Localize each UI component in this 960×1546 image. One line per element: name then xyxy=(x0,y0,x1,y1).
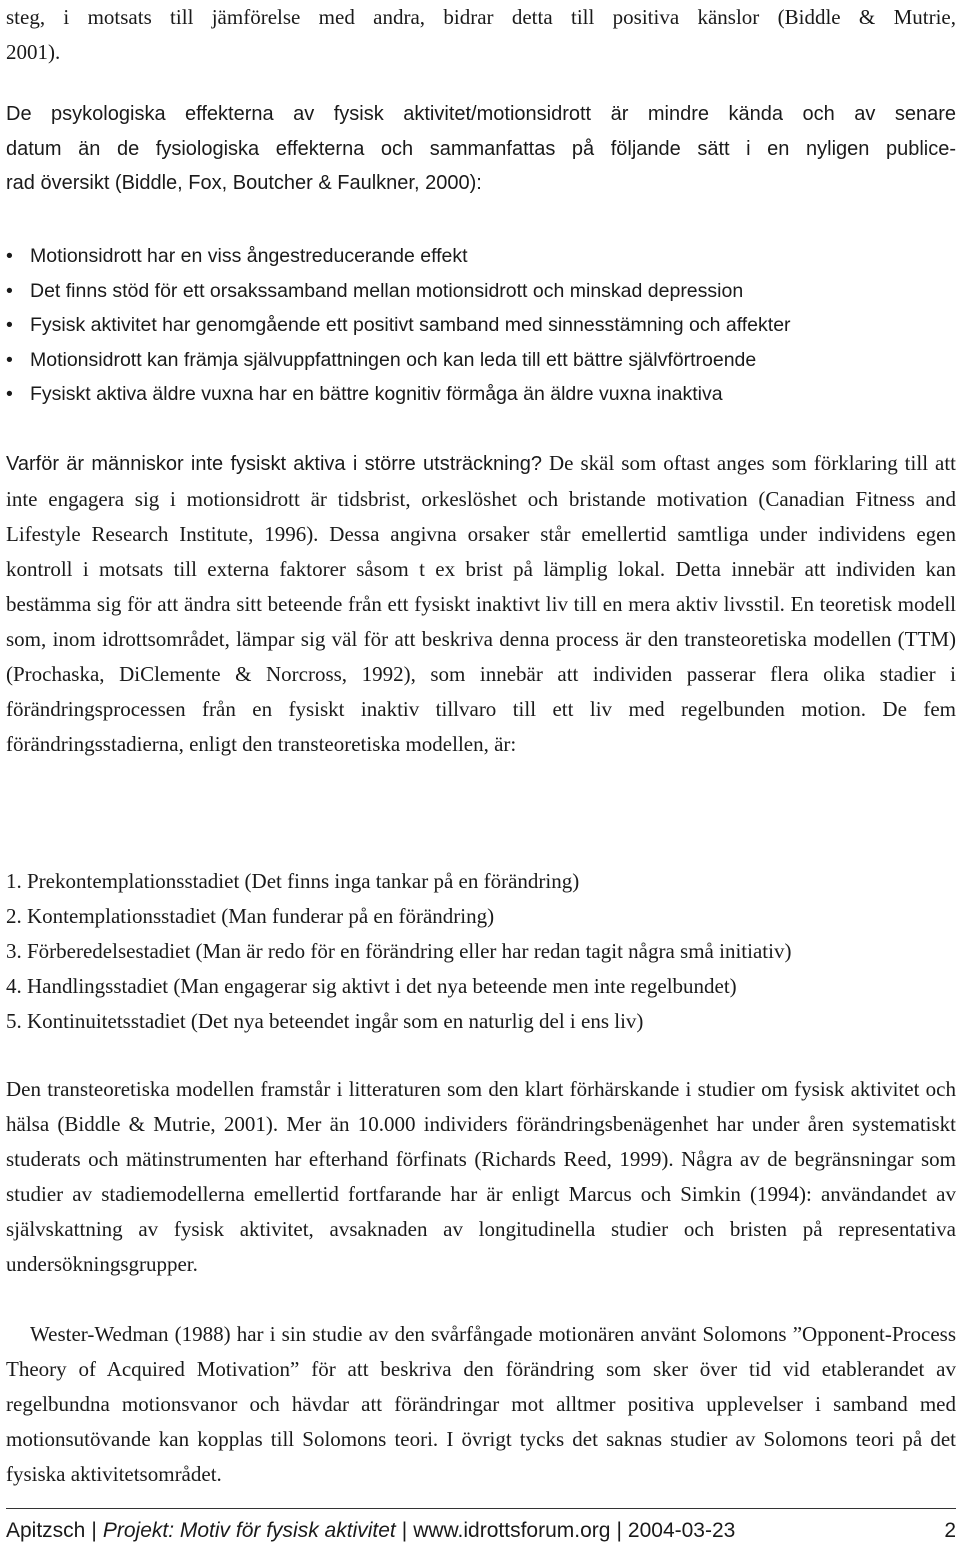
psych-line-2: datum än de fysiologiska effekterna och sammanfattas på följande sätt i en nyligen publice- xyxy=(6,137,956,160)
stage-item: 2. Kontemplationsstadiet (Man funderar på en förändring) xyxy=(6,904,495,928)
footer-date: 2004-03-23 xyxy=(627,1519,736,1542)
bullet-item: • Fysiskt aktiva äldre vuxna har en bättre kognitiv förmåga än äldre vuxna inaktiva xyxy=(6,377,956,412)
footer-author: Apitzsch xyxy=(6,1519,86,1542)
page-number: 2 xyxy=(944,1519,956,1542)
bullet-item: • Motionsidrott kan främja självuppfattningen och kan leda till ett bättre självförtroende xyxy=(6,343,956,378)
ttm-review-paragraph xyxy=(6,1072,956,1282)
footer-separator: | xyxy=(91,1519,97,1542)
document-page xyxy=(6,0,956,1544)
stage-item: 5. Kontinuitetsstadiet (Det nya beteendet ingår som en naturlig del i ens liv) xyxy=(6,1009,644,1033)
psychological-effects-paragraph xyxy=(6,97,956,201)
solomon-paragraph xyxy=(6,1317,956,1492)
psych-line-1: De psykologiska effekterna av fysisk aktivitet/motionsidrott är mindre kända och av senare xyxy=(6,103,956,125)
ttm-question-text: Varför är människor inte fysiskt aktiva i större utsträckning? xyxy=(6,453,542,475)
stages-list xyxy=(6,864,956,1039)
ttm-body-text: De skäl som oftast anges som förklaring till att inte engagera sig i motionsidrott är tidsbrist, orkeslöshet och bristande motivation (Canadian Fitness and Lifestyle Research Institute, 1996). Dessa angivna orsaker står emellertid samtliga under individens egen kontroll i motsats till externa faktorer såsom t ex brist på lämplig lokal. Detta innebär att individen kan bestämma sig för att ändra sitt beteende från ett fysiskt inaktivt liv till en mera aktiv livsstil. En teoretisk modell som, inom idrottsområdet, lämpar sig väl för att beskriva denna process är den transteoretiska modellen (TTM) (Prochaska, DiClemente & Norcross, 1992), som innebär att individen passerar flera olika stadier i förändringsprocessen från en fysiskt inaktiv tillvaro till ett liv med regelbunden motion. De fem förändringsstadierna, enligt den transteoretiska modellen, är: xyxy=(6,451,957,756)
intro-paragraph xyxy=(6,0,956,70)
stage-item: 4. Handlingsstadiet (Man engagerar sig aktivt i det nya beteende men inte regelbundet) xyxy=(6,974,737,998)
ttm-review-text: Den transteoretiska modellen framstår i litteraturen som den klart förhärskande i studier om fysisk aktivitet och hälsa (Biddle & Mutrie, 2001). Mer än 10.000 individers förändringsbenägenhet har under åren systematiskt studerats och mätinstrumenten har efterhand förfinats (Richards Reed, 1999). Några av de begränsningar som studier av stadiemodellerna emellertid fortfarande har är enligt Marcus och Simkin (1994): användandet av självskattning av fysisk aktivitet, avsaknaden av longitudinella studier och bristen på representativa undersökningsgrupper. xyxy=(6,1077,956,1276)
solomon-text: Wester-Wedman (1988) har i sin studie av den svårfångade motionären använt Solomons ”Opponent-Process Theory of Acquired Motivation” för att beskriva den förändring som sker över tid vid etablerandet av regelbundna motionsvanor och hävdar att förändringar mot alltmer positiva upplevelser i samband med motionsutövande kan kopplas till Solomons teori. I övrigt tycks det saknas studier av Solomons teori på det fysiska aktivitetsområdet. xyxy=(6,1322,956,1486)
intro-line-2: 2001). xyxy=(6,40,61,64)
ttm-intro-paragraph xyxy=(6,446,956,762)
footer-site-link[interactable]: www.idrottsforum.org xyxy=(413,1519,611,1542)
bullet-item: • Fysisk aktivitet har genomgående ett positivt samband med sinnesstämning och affekter xyxy=(6,308,956,343)
stage-item: 3. Förberedelsestadiet (Man är redo för en förändring eller har redan tagit några små initiativ) xyxy=(6,939,792,963)
intro-line-1: steg, i motsats till jämförelse med andra, bidrar detta till positiva känslor (Biddle & Mutrie, xyxy=(6,5,956,29)
bullet-item: • Det finns stöd för ett orsakssamband mellan motionsidrott och minskad depression xyxy=(6,274,956,309)
footer-separator: | xyxy=(401,1519,408,1542)
footer-project: Projekt: Motiv för fysisk aktivitet xyxy=(102,1519,396,1542)
footer-divider xyxy=(6,1508,956,1509)
stage-item: 1. Prekontemplationsstadiet (Det finns inga tankar på en förändring) xyxy=(6,869,580,893)
footer-separator: | xyxy=(616,1519,622,1542)
psych-line-3: rad översikt (Biddle, Fox, Boutcher & Faulkner, 2000): xyxy=(6,172,482,194)
page-footer xyxy=(6,1516,956,1546)
bullet-item: • Motionsidrott har en viss ångestreducerande effekt xyxy=(6,239,956,274)
effects-bullet-list xyxy=(6,239,956,412)
